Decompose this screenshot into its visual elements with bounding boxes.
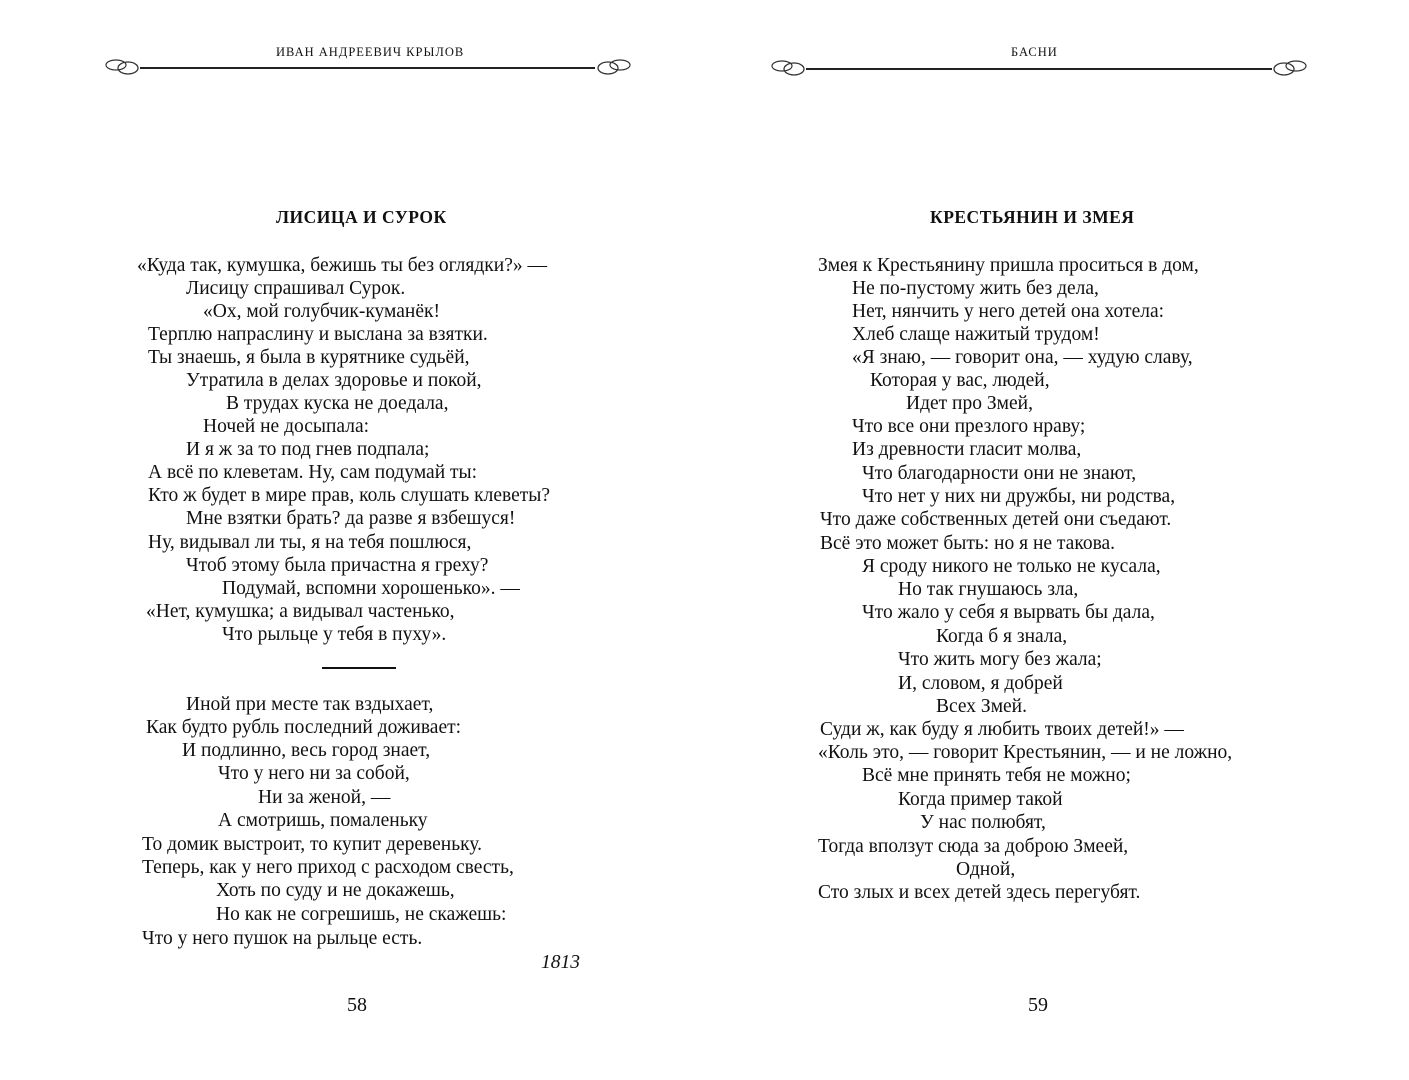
verse-line: Всё мне принять тебя не можно; [862, 765, 1131, 786]
verse-line: Теперь, как у него приход с расходом свесть, [142, 857, 514, 878]
fable-title: КРЕСТЬЯНИН И ЗМЕЯ [930, 207, 1135, 227]
verse-line: Что у него ни за собой, [218, 763, 410, 784]
page-number: 59 [1028, 994, 1048, 1016]
verse-line: Терплю напраслину и выслана за взятки. [148, 324, 488, 345]
verse-line: Иной при месте так вздыхает, [186, 694, 434, 715]
verse-line: Что нет у них ни дружбы, ни родства, [862, 486, 1176, 507]
verse-line: Когда б я знала, [936, 626, 1068, 647]
verse-line: Что благодарности они не знают, [862, 463, 1137, 484]
verse-line: «Коль это, — говорит Крестьянин, — и не ложно, [818, 742, 1233, 763]
verse-line: Что все они презлого нраву; [852, 416, 1086, 437]
year: 1813 [541, 952, 580, 973]
verse-line: Которая у вас, людей, [870, 370, 1050, 391]
verse-line: Чтоб этому была причастна я греху? [186, 555, 489, 576]
verse-line: Утратила в делах здоровье и покой, [186, 370, 482, 391]
verse-line: И я ж за то под гнев подпала; [186, 439, 430, 460]
verse-line: Ну, видывал ли ты, я на тебя пошлюся, [148, 532, 472, 553]
verse-line: «Я знаю, — говорит она, — худую славу, [852, 347, 1193, 368]
verse-line: То домик выстроит, то купит деревеньку. [142, 834, 482, 855]
verse-line: У нас полюбят, [920, 812, 1046, 833]
verse-line: Что даже собственных детей они съедают. [820, 509, 1172, 530]
verse-line: Кто ж будет в мире прав, коль слушать клеветы? [148, 485, 551, 506]
verse-line: А всё по клеветам. Ну, сам подумай ты: [148, 462, 478, 483]
verse-line: Ты знаешь, я была в курятнике судьёй, [148, 347, 470, 368]
verse-line: «Куда так, кумушка, бежишь ты без оглядки?» — [137, 255, 547, 276]
verse-line: Хоть по суду и не докажешь, [216, 880, 455, 901]
verse-line: Ночей не досыпала: [203, 416, 370, 437]
verse-line: «Ох, мой голубчик-куманёк! [203, 301, 440, 322]
right-page [704, 0, 1409, 1080]
page-number: 58 [347, 994, 367, 1016]
ornament-swirl-icon [1264, 57, 1308, 79]
verse-line: Из древности гласит молва, [852, 439, 1082, 460]
verse-line: Когда пример такой [898, 789, 1063, 810]
verse-line: Что рыльце у тебя в пуху». [222, 624, 447, 645]
verse-line: Подумай, вспомни хорошенько». — [222, 578, 520, 599]
verse-line: Мне взятки брать? да разве я взбешуся! [186, 508, 516, 529]
verse-line: Всех Змей. [936, 696, 1027, 717]
verse-line: И, словом, я добрей [898, 673, 1063, 694]
verse-line: Суди ж, как буду я любить твоих детей!» — [820, 719, 1184, 740]
verse-line: Но как не согрешишь, не скажешь: [216, 904, 507, 925]
header-rule [806, 68, 1272, 70]
verse-line: А смотришь, помаленьку [218, 810, 428, 831]
ornament-swirl-icon [588, 56, 632, 78]
verse-line: Что жить могу без жала; [898, 649, 1102, 670]
left-page [0, 0, 704, 1080]
verse-line: Змея к Крестьянину пришла проситься в дом, [818, 255, 1199, 276]
verse-line: Ни за женой, — [258, 787, 391, 808]
verse-line: Как будто рубль последний доживает: [146, 717, 462, 738]
header-rule [140, 67, 595, 69]
verse-line: Всё это может быть: но я не такова. [820, 533, 1116, 554]
verse-line: Что у него пушок на рыльце есть. [142, 928, 423, 949]
verse-line: Что жало у себя я вырвать бы дала, [862, 602, 1155, 623]
fable-title: ЛИСИЦА И СУРОК [276, 207, 447, 227]
running-head: БАСНИ [1011, 45, 1058, 59]
section-divider [322, 667, 396, 669]
verse-line: Одной, [956, 859, 1016, 880]
verse-line: Нет, нянчить у него детей она хотела: [852, 301, 1165, 322]
running-head: ИВАН АНДРЕЕВИЧ КРЫЛОВ [276, 45, 465, 59]
verse-line: Не по-пустому жить без дела, [852, 278, 1099, 299]
verse-line: «Нет, кумушка; а видывал частенько, [146, 601, 455, 622]
verse-line: Сто злых и всех детей здесь перегубят. [818, 882, 1141, 903]
verse-line: Но так гнушаюсь зла, [898, 579, 1079, 600]
verse-line: Хлеб слаще нажитый трудом! [852, 324, 1100, 345]
verse-line: Лисицу спрашивал Сурок. [186, 278, 406, 299]
verse-line: Я сроду никого не только не кусала, [862, 556, 1161, 577]
verse-line: И подлинно, весь город знает, [182, 740, 431, 761]
verse-line: Тогда вползут сюда за доброю Змеей, [818, 836, 1129, 857]
verse-line: В трудах куска не доедала, [226, 393, 449, 414]
verse-line: Идет про Змей, [906, 393, 1033, 414]
